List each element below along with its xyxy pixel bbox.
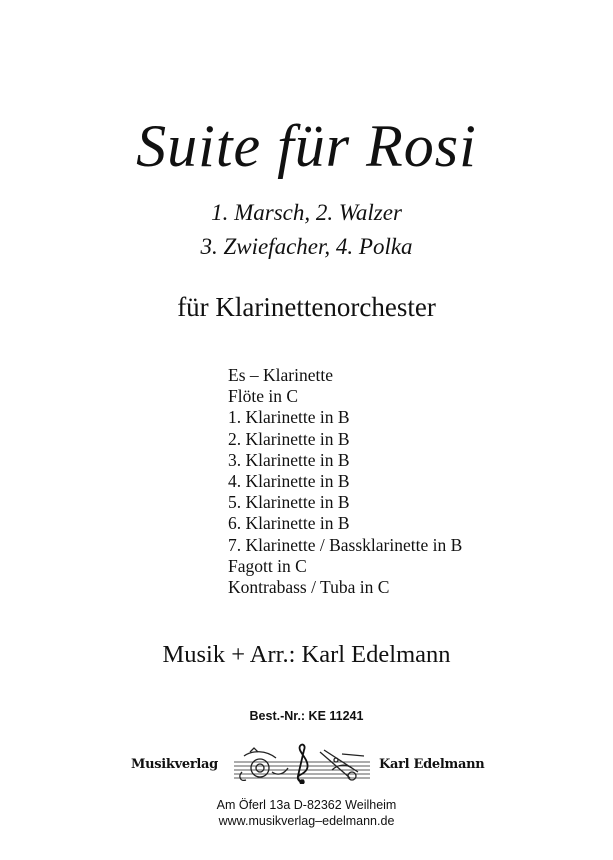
subtitle: für Klarinettenorchester [177, 292, 436, 322]
publisher-name: Karl Edelmann [379, 757, 485, 772]
instrument-item: 2. Klarinette in B [228, 428, 350, 449]
website-link[interactable]: www.musikverlag–edelmann.de [218, 814, 395, 828]
movements-line-2: 3. Zwiefacher, 4. Polka [200, 234, 413, 259]
instrument-item: Kontrabass / Tuba in C [228, 577, 390, 598]
instrument-item: 5. Klarinette in B [228, 492, 350, 513]
instrument-item: 1. Klarinette in B [228, 407, 350, 428]
instrument-list [228, 365, 462, 598]
instrument-item: Flöte in C [228, 386, 299, 407]
publisher-label: Musikverlag [131, 757, 218, 772]
address: Am Öferl 13a D-82362 Weilheim [216, 798, 397, 812]
instrument-item: Fagott in C [228, 555, 307, 576]
music-instruments-logo-icon [232, 742, 372, 784]
page-title: Suite für Rosi [136, 113, 477, 179]
instrument-item: 4. Klarinette in B [228, 471, 350, 492]
instrument-item: Es – Klarinette [228, 365, 333, 385]
composer-credit: Musik + Arr.: Karl Edelmann [162, 641, 451, 668]
movements-line-1: 1. Marsch, 2. Walzer [211, 200, 402, 225]
order-number: Best.-Nr.: KE 11241 [249, 709, 364, 723]
instrument-item: 3. Klarinette in B [228, 449, 350, 470]
instrument-item: 6. Klarinette in B [228, 513, 350, 534]
instrument-item: 7. Klarinette / Bassklarinette in B [228, 534, 463, 555]
